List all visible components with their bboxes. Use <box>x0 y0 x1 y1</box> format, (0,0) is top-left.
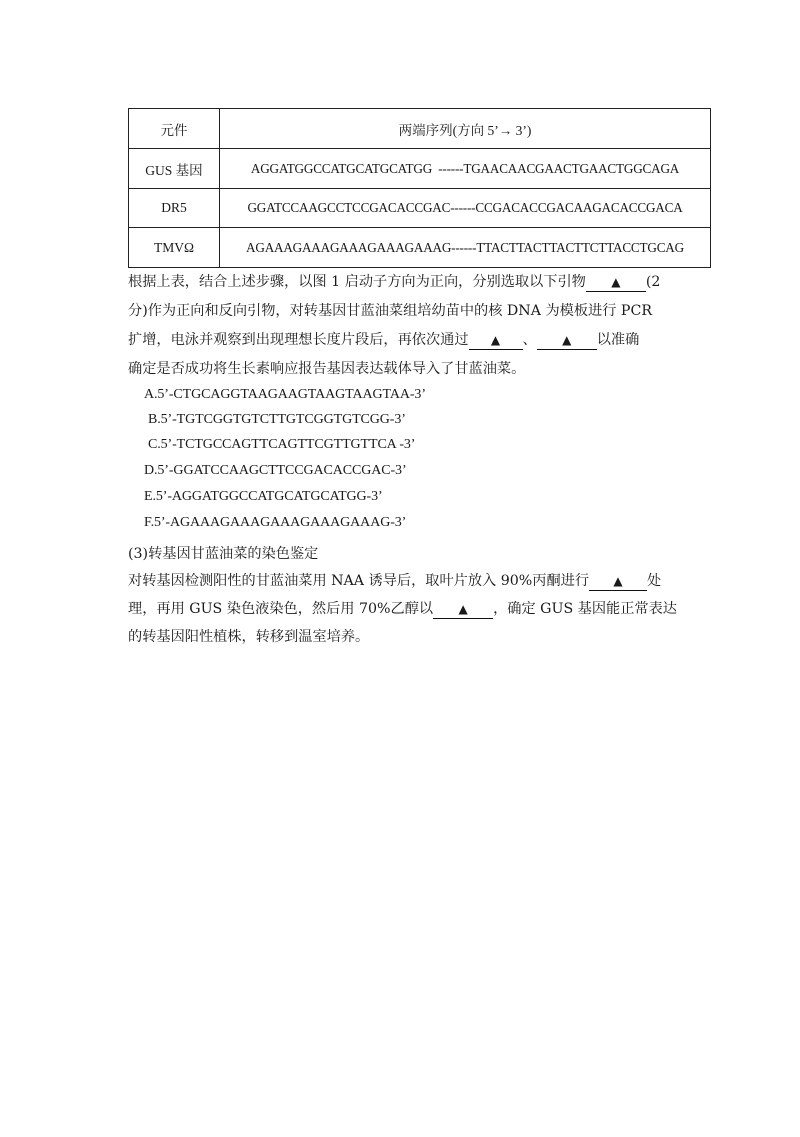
table-row <box>129 189 711 228</box>
question-line-5 <box>128 571 661 591</box>
option-f: F.5’-AGAAAGAAAGAAAGAAAGAAAG-3’ <box>144 515 407 530</box>
triangle-mark: ▲ <box>562 333 572 347</box>
option-e: E.5’-AGGATGGCCATGCATGCATGG-3’ <box>144 489 383 504</box>
answer-blank-method-2[interactable] <box>537 332 597 350</box>
question-text: 、 <box>522 332 537 348</box>
answer-blank-ethanol[interactable] <box>433 601 493 619</box>
question-line-1 <box>128 272 660 292</box>
header-element: 元件 <box>129 109 220 149</box>
element-name: TMVΩ <box>129 228 220 268</box>
question-line-2 <box>128 301 652 321</box>
question-text: 处 <box>647 573 662 589</box>
table-header-row <box>129 109 711 149</box>
question-text: 扩增，电泳并观察到出现理想长度片段后，再依次通过 <box>128 332 469 348</box>
option-c: C.5’-TCTGCCAGTTCAGTTCGTTGTTCA -3’ <box>148 437 416 452</box>
triangle-mark: ▲ <box>490 333 501 347</box>
header-sequence: 两端序列(方向 5’→ 3’) <box>220 109 711 149</box>
table-row <box>129 149 711 189</box>
question-text: 分)作为正向和反向引物，对转基因甘蓝油菜组培幼苗中的核 DNA 为模板进行 PCR <box>128 303 652 319</box>
question-line-7 <box>128 627 369 647</box>
question-line-4 <box>128 359 525 379</box>
table-row <box>129 228 711 268</box>
question-text: 的转基因阳性植株，转移到温室培养。 <box>128 629 370 645</box>
question-text: 根据上表，结合上述步骤，以图 1 启动子方向为正向，分别选取以下引物 <box>128 274 586 290</box>
sequence-cell: AGGATGGCCATGCATGCATGG ------TGAACAACGAACTGAACTGGCAGA <box>220 149 711 189</box>
question-text: (2 <box>645 274 661 290</box>
question-text: ，确定 GUS 基因能正常表达 <box>493 601 677 617</box>
answer-blank-treatment[interactable] <box>589 573 647 591</box>
element-name: DR5 <box>129 189 220 228</box>
question-line-6 <box>128 599 677 619</box>
triangle-mark: ▲ <box>458 602 468 616</box>
question-text: 对转基因检测阳性的甘蓝油菜用 NAA 诱导后，取叶片放入 90%丙酮进行 <box>128 573 590 589</box>
triangle-mark: ▲ <box>611 275 621 289</box>
answer-blank-primers[interactable] <box>586 274 646 292</box>
sequence-cell: GGATCCAAGCCTCCGACACCGAC------CCGACACCGACAAGACACCGACA <box>220 189 711 228</box>
answer-blank-method-1[interactable] <box>469 332 523 350</box>
option-a: A.5’-CTGCAGGTAAGAAGTAAGTAAGTAA-3’ <box>144 387 426 402</box>
triangle-mark: ▲ <box>613 574 623 588</box>
element-name: GUS 基因 <box>129 149 220 189</box>
element-sequence-table <box>128 108 711 268</box>
question-line-3 <box>128 330 639 350</box>
section-heading: (3)转基因甘蓝油菜的染色鉴定 <box>128 546 319 562</box>
question-text: 以准确 <box>596 332 640 348</box>
question-text: 确定是否成功将生长素响应报告基因表达载体导入了甘蓝油菜。 <box>128 361 526 377</box>
question-text: 理，再用 GUS 染色液染色，然后用 70%乙醇以 <box>128 601 434 617</box>
sequence-cell: AGAAAGAAAGAAAGAAAGAAAG------TTACTTACTTACTTCTTACCTGCAG <box>220 228 711 268</box>
option-b: B.5’-TGTCGGTGTCTTGTCGGTGTCGG-3’ <box>148 412 406 427</box>
option-d: D.5’-GGATCCAAGCTTCCGACACCGAC-3’ <box>144 463 407 478</box>
